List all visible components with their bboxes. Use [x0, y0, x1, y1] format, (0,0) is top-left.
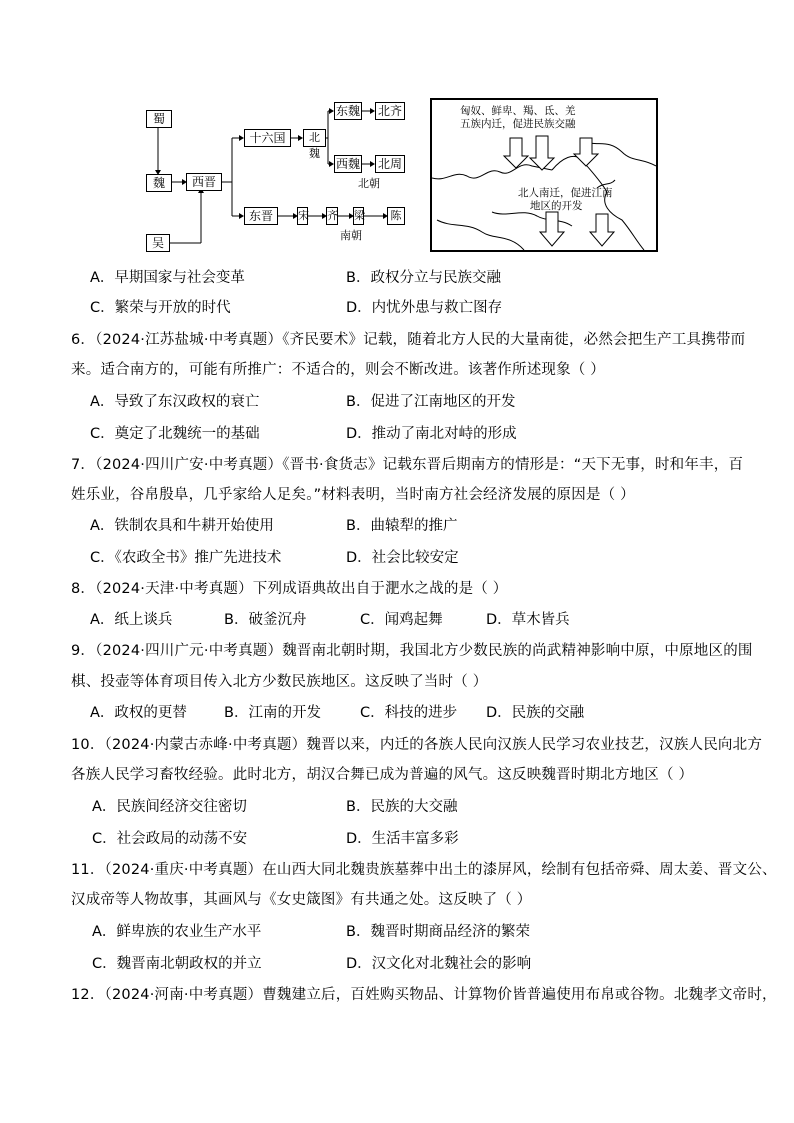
- q6-option-a: A．导致了东汉政权的衰亡: [90, 394, 260, 410]
- q7-option-c: C．《农政全书》推广先进技术: [90, 550, 282, 566]
- node-xiwei: 西魏: [335, 157, 360, 171]
- q8-option-a: A．纸上谈兵: [90, 612, 173, 628]
- q10-option-d: D．生活丰富多彩: [346, 831, 459, 847]
- q9-stem-line2: 棋、投壶等体育项目传入北方少数民族地区。这反映了当时（ ）: [71, 674, 488, 690]
- node-liang: 梁: [353, 207, 364, 225]
- q11-option-b: B．魏晋时期商品经济的繁荣: [346, 924, 530, 940]
- node-beiqi: 北齐: [375, 102, 405, 120]
- q8-stem: 8．（2024·天津·中考真题）下列成语典故出自于淝水之战的是（ ）: [71, 581, 508, 597]
- q10-option-c: C．社会政局的动荡不安: [92, 831, 248, 847]
- q10-option-a: A．民族间经济交往密切: [92, 799, 247, 815]
- q9-option-d: D．民族的交融: [486, 705, 585, 721]
- node-beiwei: 北魏: [303, 129, 326, 147]
- node-shu: 蜀: [146, 110, 172, 128]
- figure-area: [140, 98, 660, 256]
- q10-stem-line2: 各族人民学习畜牧经验。此时北方，胡汉合舞已成为普遍的风气。这反映魏晋时期北方地区（ ）: [71, 767, 694, 783]
- q10-option-b: B．民族的大交融: [346, 799, 458, 815]
- q5-option-c: C．繁荣与开放的时代: [90, 300, 231, 316]
- node-dongjin: 东晋: [244, 207, 278, 225]
- node-dongwei: 东魏: [335, 104, 360, 118]
- node-wu: 吴: [146, 234, 170, 252]
- q7-stem-line2: 姓乐业，谷帛殷阜，几乎家给人足矣。”材料表明，当时南方社会经济发展的原因是（ ）: [71, 487, 635, 503]
- q11-option-c: C．魏晋南北朝政权的并立: [92, 956, 262, 972]
- q12-stem-line1: 12．（2024·河南·中考真题）曹魏建立后，百姓购买物品、计算物价皆普遍使用布帛或谷物。北魏孝文帝时，: [71, 987, 777, 1003]
- q11-option-d: D．汉文化对北魏社会的影响: [346, 956, 532, 972]
- node-shiliuguo: 十六国: [244, 129, 291, 147]
- q9-option-c: C．科技的进步: [360, 705, 458, 721]
- map-caption-north: [460, 105, 576, 131]
- q6-option-b: B．促进了江南地区的开发: [346, 394, 516, 410]
- q6-stem-line2: 来。适合南方的，可能有所推广：不适合的，则会不断改进。该著作所述现象（ ）: [71, 362, 606, 378]
- q5-option-a: A．早期国家与社会变革: [90, 270, 245, 286]
- q5-option-d: D．内忧外患与救亡图存: [346, 300, 503, 316]
- q6-stem-line1: 6．（2024·江苏盐城·中考真题）《齐民要术》记载，随着北方人民的大量南徙，必然会把生产工具携带而: [71, 332, 746, 348]
- dynasty-diagram: [140, 98, 415, 256]
- q9-option-b: B．江南的开发: [224, 705, 321, 721]
- q7-option-d: D．社会比较安定: [346, 550, 459, 566]
- q11-option-a: A．鲜卑族的农业生产水平: [92, 924, 262, 940]
- node-wei: 魏: [146, 174, 172, 192]
- node-song: 宋: [297, 207, 308, 225]
- q6-option-c: C．奠定了北魏统一的基础: [90, 426, 260, 442]
- q8-option-b: B．破釜沉舟: [224, 612, 307, 628]
- migration-map: [430, 98, 658, 252]
- map-caption-north-line1: 匈奴、鲜卑、羯、氐、羌: [460, 105, 576, 117]
- map-caption-south-line1: 北人南迁，促进江南: [518, 187, 613, 199]
- q10-stem-line1: 10．（2024·内蒙古赤峰·中考真题）魏晋以来，内迁的各族人民向汉族人民学习农业技艺，汉族人民向北方: [71, 737, 763, 753]
- q5-option-b: B．政权分立与民族交融: [346, 270, 501, 286]
- label-beichao: 北朝: [358, 177, 380, 190]
- q11-stem-line2: 汉成帝等人物故事，其画风与《女史箴图》有共通之处。这反映了（ ）: [71, 892, 532, 908]
- q7-stem-line1: 7．（2024·四川广安·中考真题）《晋书·食货志》记载东晋后期南方的情形是：“天下无事，时和年丰，百: [71, 457, 744, 473]
- node-xijin: 西晋: [186, 173, 222, 191]
- map-caption-south-line2: 地区的开发: [530, 200, 583, 212]
- map-caption-north-line2: 五族内迁，促进民族交融: [460, 118, 576, 130]
- q6-option-d: D．推动了南北对峙的形成: [346, 426, 517, 442]
- q8-option-c: C．闻鸡起舞: [360, 612, 443, 628]
- node-qi: 齐: [326, 207, 338, 225]
- node-chen: 陈: [387, 207, 405, 225]
- label-nanchao: 南朝: [340, 229, 362, 242]
- q9-stem-line1: 9．（2024·四川广元·中考真题）魏晋南北朝时期，我国北方少数民族的尚武精神影响中原，中原地区的围: [71, 643, 753, 659]
- q7-option-b: B．曲辕犁的推广: [346, 518, 458, 534]
- q7-option-a: A．铁制农具和牛耕开始使用: [90, 518, 274, 534]
- node-beizhou: 北周: [375, 155, 405, 173]
- map-caption-south: [518, 187, 613, 213]
- q11-stem-line1: 11．（2024·重庆·中考真题）在山西大同北魏贵族墓葬中出土的漆屏风，绘制有包括帝舜、周太姜、晋文公、: [71, 862, 777, 878]
- q9-option-a: A．政权的更替: [90, 705, 187, 721]
- q8-option-d: D．草木皆兵: [486, 612, 570, 628]
